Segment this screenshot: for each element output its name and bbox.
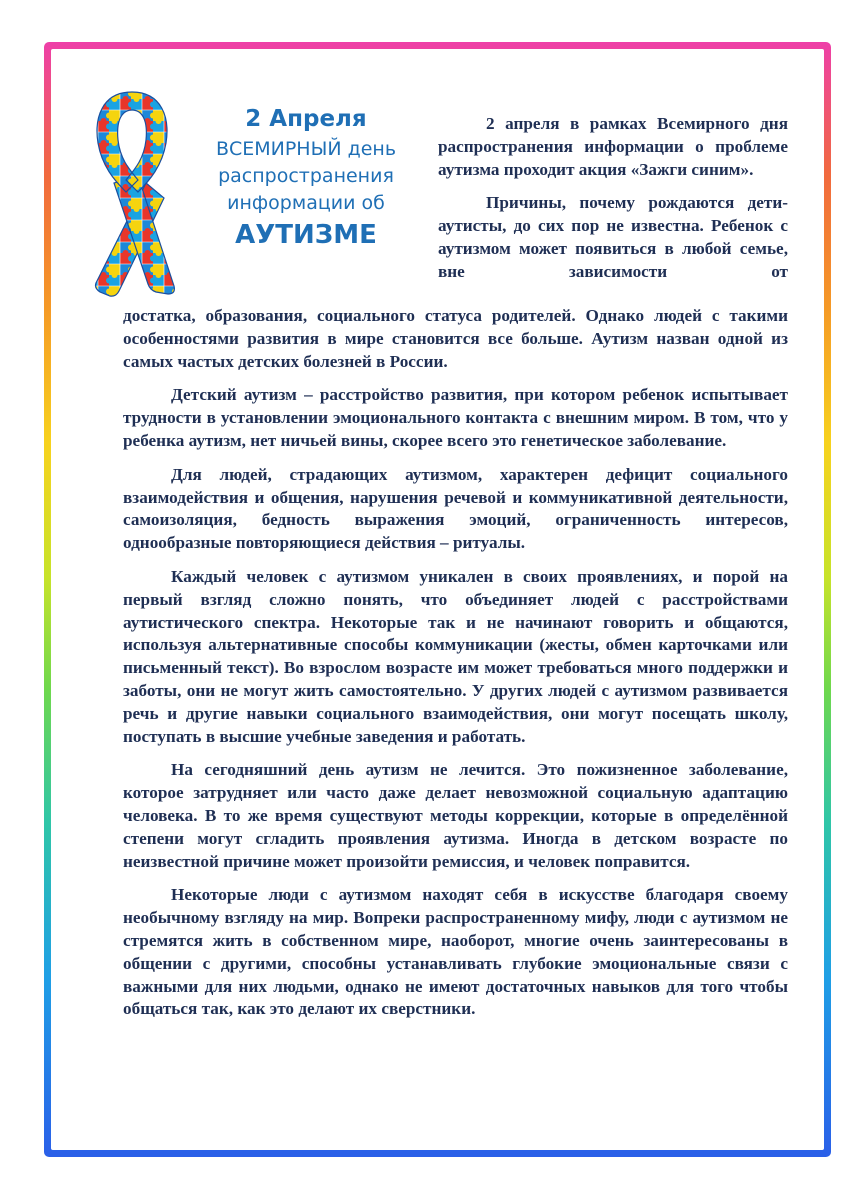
- paragraph-symptoms: Для людей, страдающих аутизмом, характерен дефицит социального взаимодействия и общения, нарушения речевой и коммуникативной деятельности, самоизоляция, бедность выражения эмоций, ограниченность интересов, однообразные повторяющиеся действия – ритуалы.: [123, 464, 788, 553]
- paragraph-definition: Детский аутизм – расстройство развития, при котором ребенок испытывает трудности в установлении эмоционального контакта с внешним миром. В том, что у ребенка аутизм, нет ничьей вины, скорее всего это генетическое заболевание.: [123, 385, 788, 450]
- heading-line-3: информации об: [227, 192, 385, 214]
- paragraph-uniqueness: Каждый человек с аутизмом уникален в своих проявлениях, и порой на первый взгляд сложно понять, что объединяет людей с расстройствами аутистического спектра. Некоторые так и не начинают говорить и общаются, используя альтернативные способы коммуникации (жесты, обмен карточками или письменный текст). Во взрослом возрасте им может требоваться много поддержки и заботы, они не могут жить самостоятельно. У других людей с аутизмом развивается речь и другие навыки социального взаимодействия, они могут посещать школу, поступать в высшие учебные заведения и работать.: [123, 566, 788, 746]
- intro-paragraph: 2 апреля в рамках Всемирного дня распространения информации о проблеме аутизма проходит акция «Зажги синим».: [438, 114, 788, 179]
- heading-line-2: распространения: [218, 165, 394, 187]
- puzzle-ribbon-icon: [76, 88, 188, 298]
- heading-line-1: ВСЕМИРНЫЙ день: [215, 138, 397, 160]
- second-paragraph-start: Причины, почему рождаются дети-аутисты, до сих пор не известна. Ребенок с аутизмом может появиться в любой семье, вне зависимости от: [438, 193, 788, 281]
- second-paragraph-end: достатка, образования, социального статуса родителей. Однако людей с такими особенностями развития в мире становится все больше. Аутизм назван одной из самых частых детских болезней в России.: [123, 306, 788, 371]
- top-right-text: [438, 113, 788, 295]
- heading-autism: АУТИЗМЕ: [235, 220, 377, 250]
- paragraph-art: Некоторые люди с аутизмом находят себя в искусстве благодаря своему необычному взгляду на мир. Вопреки распространенному мифу, люди с аутизмом не стремятся жить в собственном мире, наоборот, многие очень заинтересованы в общении с другими, способны устанавливать глубокие эмоциональные связи с важными для них людьми, однако не имеют достаточных навыков для того чтобы общаться так, как это делают их сверстники.: [123, 885, 788, 1019]
- main-text: [123, 305, 788, 1032]
- paragraph-treatment: На сегодняшний день аутизм не лечится. Это пожизненное заболевание, которое затрудняет или часто даже делает невозможной социальную адаптацию человека. В то же время существуют методы коррекции, которые в определённой степени могут сгладить проявления аутизма. Иногда в детском возрасте по неизвестной причине может произойти ремиссия, и человек поправится.: [123, 760, 788, 871]
- heading-date: 2 Апреля: [245, 106, 367, 132]
- event-heading: [186, 102, 426, 253]
